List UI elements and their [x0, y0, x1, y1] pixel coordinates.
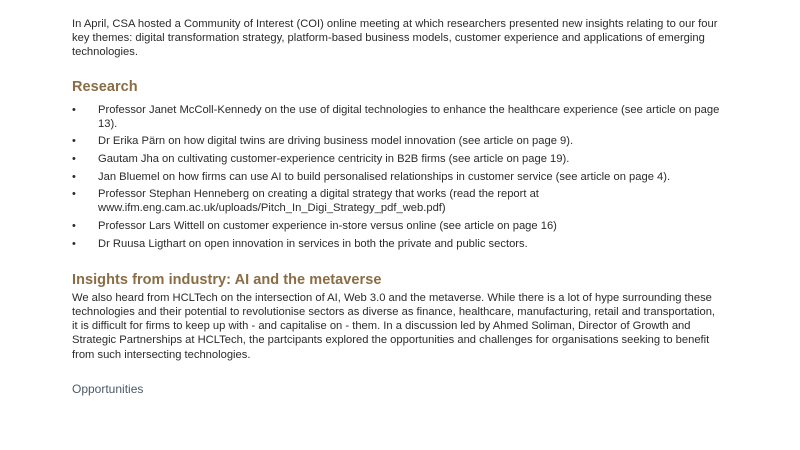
- list-item: [72, 237, 722, 251]
- bullet-icon: •: [72, 170, 76, 183]
- list-item: [72, 152, 722, 166]
- list-item: [72, 170, 722, 184]
- industry-heading: Insights from industry: AI and the metaverse: [72, 271, 382, 288]
- research-list: [72, 103, 722, 251]
- list-item-text: Professor Lars Wittell on customer experience in-store versus online (see article on page 16): [98, 219, 557, 232]
- list-item: [72, 103, 722, 131]
- bullet-icon: •: [72, 153, 76, 165]
- list-item-text: Professor Janet McColl-Kennedy on the use of digital technologies to enhance the healthcare experience (see article on page 13).: [98, 103, 720, 130]
- list-item-text: Dr Ruusa Ligthart on open innovation in services in both the private and public sectors.: [98, 237, 528, 250]
- research-heading: Research: [72, 78, 138, 95]
- opportunities-heading: Opportunities: [72, 381, 144, 396]
- document-page: [72, 0, 722, 397]
- list-item-text: Gautam Jha on cultivating customer-experience centricity in B2B firms (see article on page 19).: [98, 153, 570, 165]
- intro-paragraph: In April, CSA hosted a Community of Interest (COI) online meeting at which researchers presented new insights relating to our four key themes: digital transformation strategy, platform-based business models, customer experience and applications of emerging technologies.: [72, 18, 718, 59]
- bullet-icon: •: [72, 103, 76, 116]
- bullet-icon: •: [72, 135, 76, 148]
- list-item: [72, 134, 722, 148]
- list-item: [72, 187, 722, 215]
- bullet-icon: •: [72, 188, 76, 201]
- list-item-text: Professor Stephan Henneberg on creating a digital strategy that works (read the report at www.ifm.eng.cam.ac.uk/uploads/Pitch_In_Digi_Strategy_pdf_web.pdf): [98, 188, 539, 215]
- bullet-icon: •: [72, 237, 76, 250]
- bullet-icon: •: [72, 219, 76, 232]
- list-item-text: Jan Bluemel on how firms can use AI to build personalised relationships in customer service (see article on page 4).: [98, 170, 671, 183]
- list-item-text: Dr Erika Pärn on how digital twins are driving business model innovation (see article on page 9).: [98, 135, 574, 148]
- industry-paragraph: We also heard from HCLTech on the intersection of AI, Web 3.0 and the metaverse. While there is a lot of hype surrounding these technologies and their potential to revolutionise sectors as diverse as finance, healthcare, manufacturing, retail and transportation, it is difficult for firms to keep up with - and capitalise on - them. In a discussion led by Ahmed Soliman, Director of Growth and Strategic Partnerships at HCLTech, the partcipants explored the opportunities and challenges for organisations seeking to benefit from such intersecting technologies.: [72, 291, 716, 361]
- list-item: [72, 219, 722, 233]
